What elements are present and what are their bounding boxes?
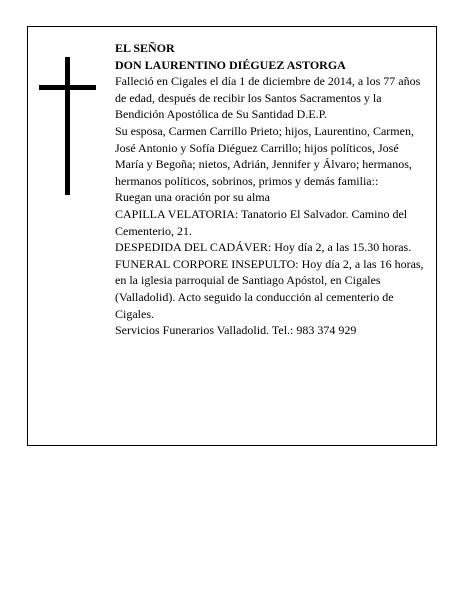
notice-paragraph-death: Falleció en Cigales el día 1 de diciembre de 2014, a los 77 años de edad, después de recibir los Santos Sacramentos y la Bendición Apostólica de Su Santidad D.E.P. (115, 74, 421, 122)
notice-paragraph-chapel: CAPILLA VELATORIA: Tanatorio El Salvador. Camino del Cementerio, 21. (115, 206, 408, 238)
notice-paragraph-funeral: FUNERAL CORPORE INSEPULTO: Hoy día 2, a las 16 horas, en la iglesia parroquial de Santiago Apóstol, en Cigales (Valladolid). Acto seguido la conducción al cementerio de Cigales. (115, 256, 424, 321)
notice-title-line-1: EL SEÑOR (115, 41, 175, 55)
notice-paragraph-family: Su esposa, Carmen Carrillo Prieto; hijos, Laurentino, Carmen, José Antonio y Sofía Diéguez Carrillo; hijos políticos, José María y Begoña; nietos, Adrián, Jennifer y Álvaro; hermanos, hermanos políticos, sobrinos, primos y demás familia:: (115, 123, 414, 188)
notice-title-name: DON LAURENTINO DIÉGUEZ ASTORGA (115, 57, 346, 72)
cross-vertical-bar (65, 57, 70, 195)
cross-horizontal-bar (39, 85, 96, 90)
notice-paragraph-prayer: Ruegan una oración por su alma (115, 190, 270, 205)
obituary-text (115, 40, 430, 339)
notice-paragraph-farewell: DESPEDIDA DEL CADÁVER: Hoy día 2, a las 15.30 horas. (115, 240, 412, 255)
notice-paragraph-services: Servicios Funerarios Valladolid. Tel.: 983 374 929 (115, 323, 357, 338)
